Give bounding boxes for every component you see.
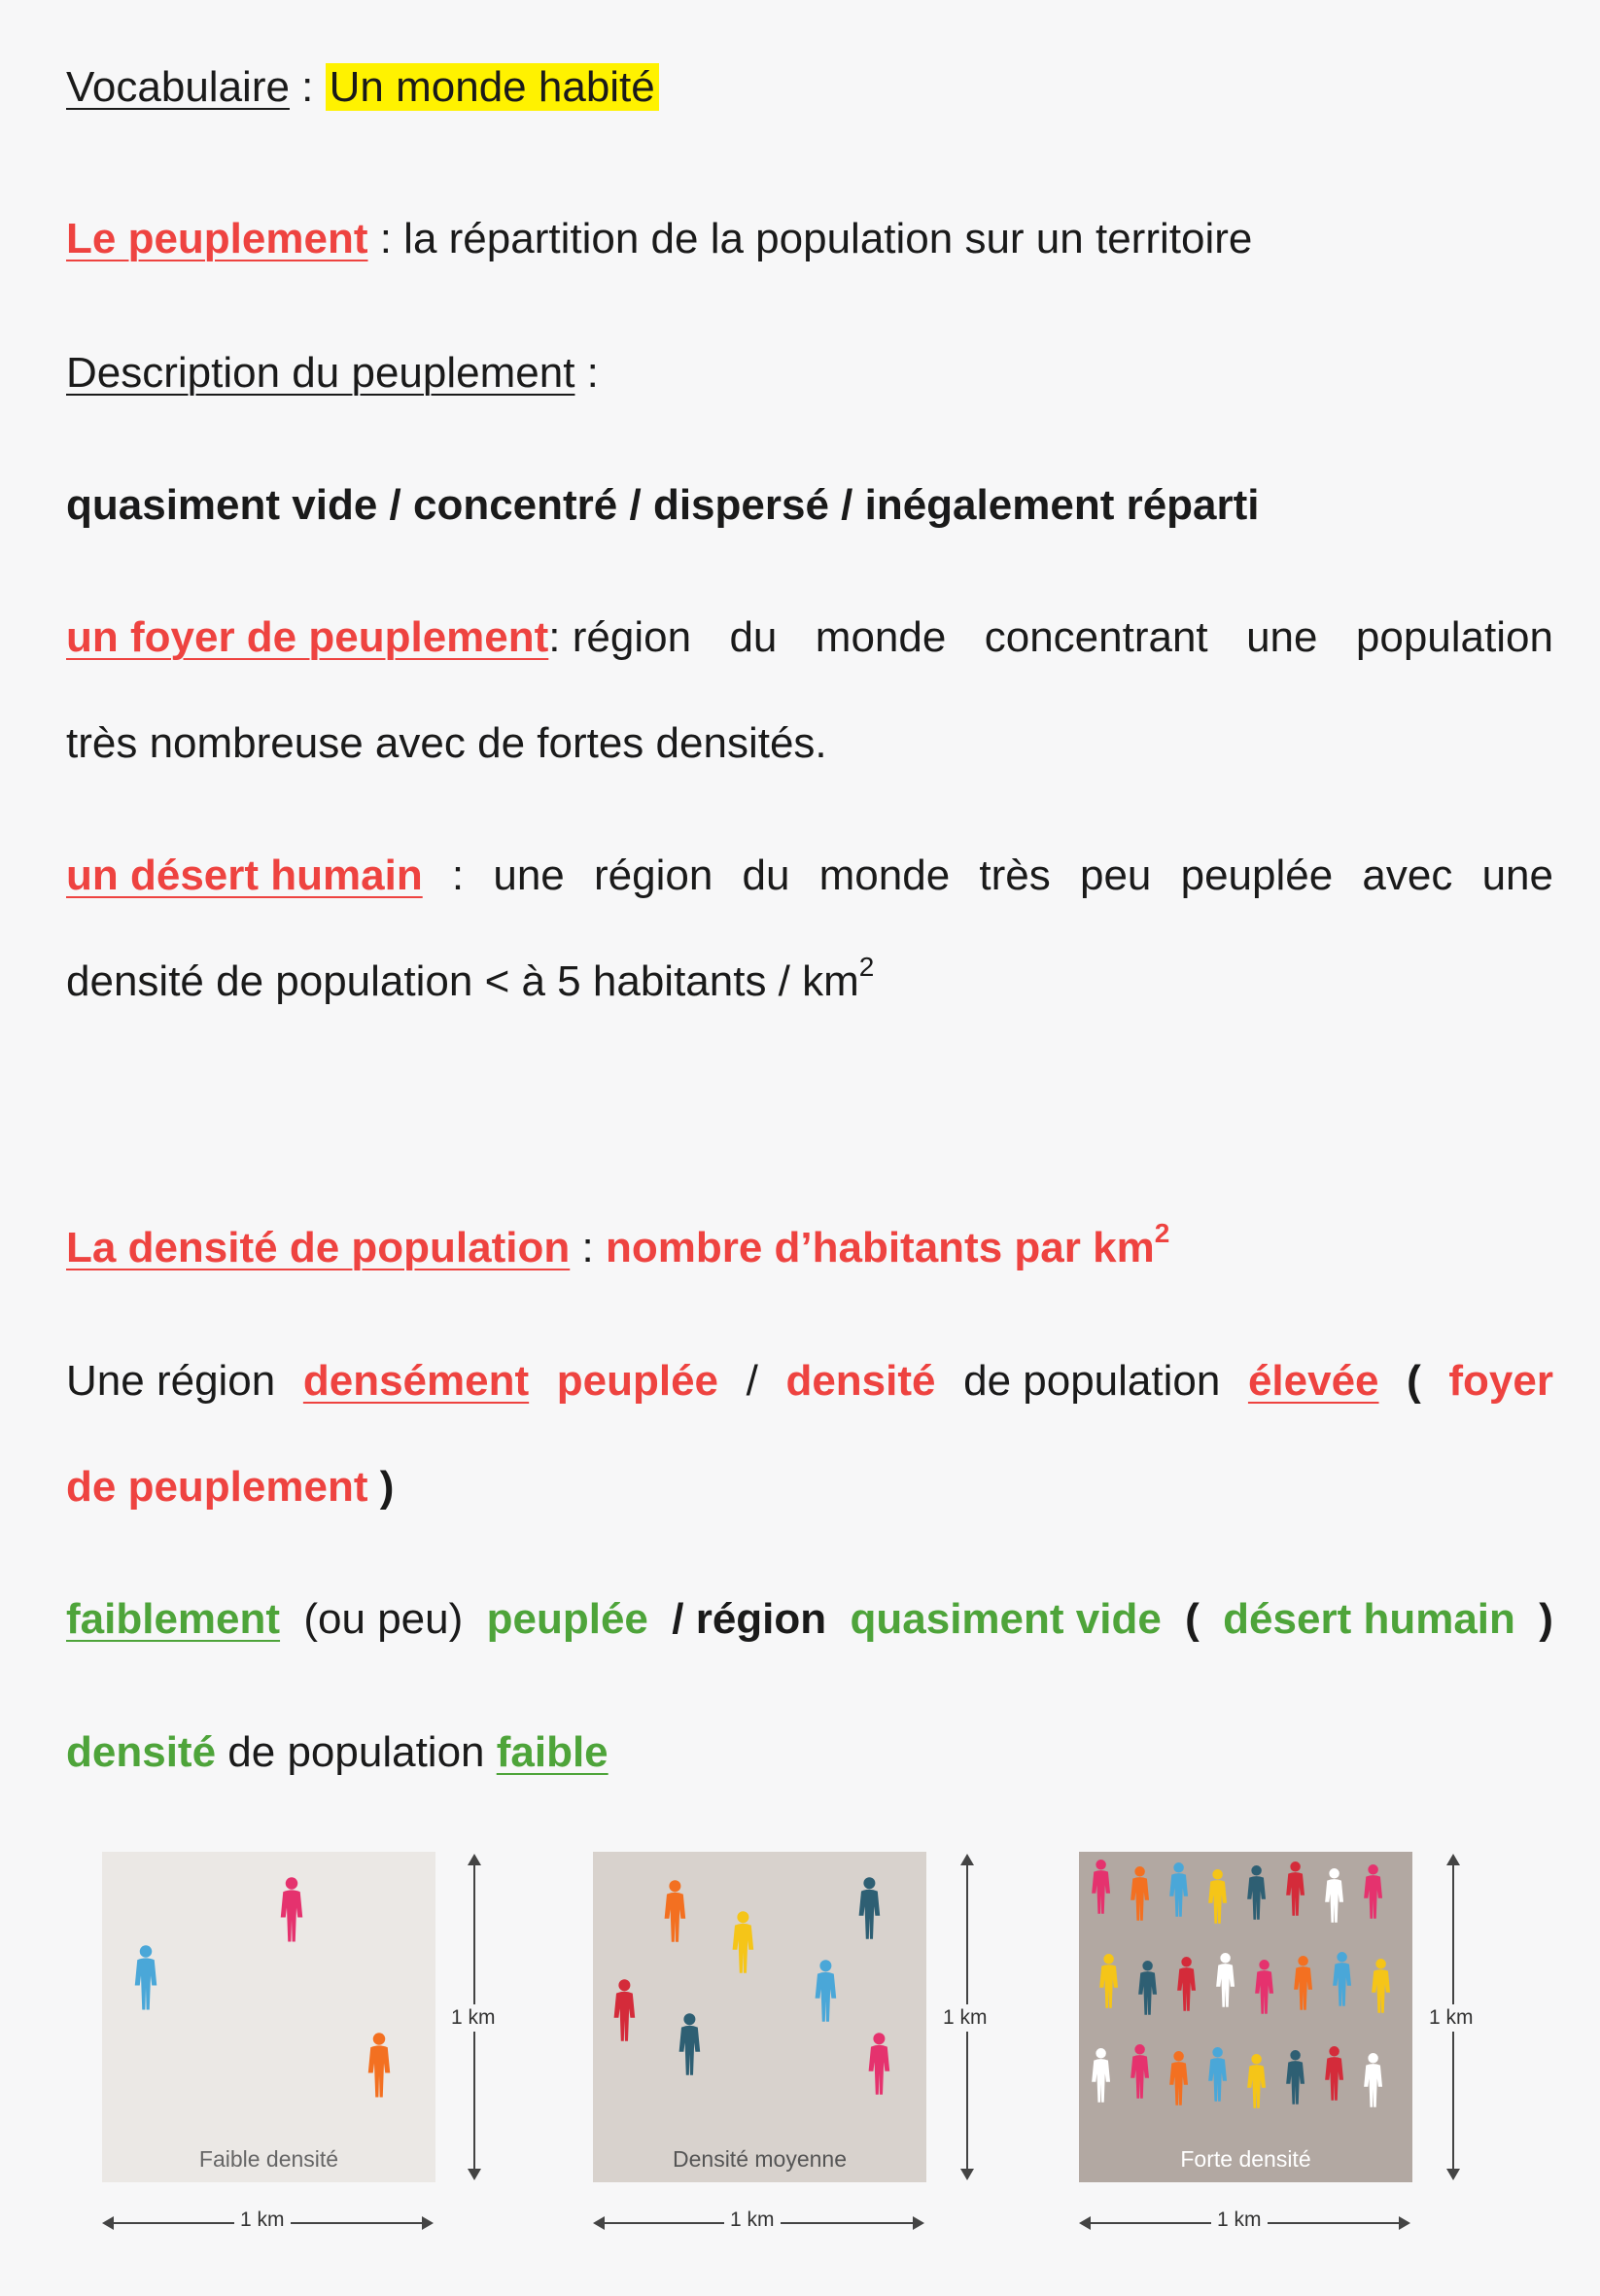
person-icon — [1216, 1953, 1235, 2007]
def-densite — [66, 1218, 1170, 1275]
def-desert-line1 — [66, 849, 1553, 903]
faible-word: ) — [1539, 1595, 1553, 1643]
desert-word: une — [493, 852, 565, 899]
dense-word: / — [746, 1357, 758, 1405]
densite-sep: : — [570, 1224, 606, 1271]
dense-word: densité — [785, 1357, 936, 1405]
person-icon — [1247, 1865, 1266, 1920]
faible-word: (ou peu) — [303, 1595, 464, 1643]
faible2-word: densité — [66, 1728, 217, 1776]
panel-forte-densite — [1079, 1852, 1412, 2182]
person-icon — [733, 1911, 754, 1973]
desert-word: région — [593, 852, 713, 899]
title-sep: : — [289, 63, 326, 111]
dense-line2-close: ) — [367, 1463, 395, 1511]
def-foyer-line1 — [66, 610, 1553, 665]
person-icon — [1169, 2051, 1188, 2105]
desert-word: peu — [1079, 852, 1152, 899]
faible-word: ( — [1185, 1595, 1200, 1643]
person-icon — [281, 1877, 303, 1941]
page-title — [66, 60, 659, 115]
desert-word: du — [742, 852, 790, 899]
term-densite: La densité de population — [66, 1224, 571, 1271]
panel-figures — [593, 1852, 926, 2182]
title-label: Vocabulaire — [66, 63, 290, 111]
faible-word: / région — [672, 1595, 827, 1643]
dense-word: de population — [963, 1357, 1221, 1405]
vertical-scale-label: 1 km — [1429, 2004, 1474, 2032]
dense-word: ( — [1407, 1357, 1421, 1405]
def-foyer-line2: très nombreuse avec de fortes densités. — [66, 719, 827, 767]
person-icon — [1286, 1861, 1304, 1916]
desert-word: très — [979, 852, 1051, 899]
person-icon — [859, 1877, 881, 1939]
person-icon — [1208, 1869, 1227, 1924]
vertical-scale-label: 1 km — [943, 2004, 988, 2032]
desert-word: avec — [1362, 852, 1453, 899]
person-icon — [1364, 2053, 1382, 2107]
faible2-word: faible — [496, 1728, 609, 1776]
person-icon — [1286, 2050, 1304, 2105]
panel-label: Forte densité — [1180, 2146, 1311, 2172]
def-peuplement — [66, 212, 1252, 266]
person-icon — [1325, 1868, 1343, 1923]
person-icon — [1364, 1864, 1382, 1919]
def-peuplement-text: : la répartition de la population sur un territoire — [367, 215, 1253, 262]
person-icon — [1255, 1960, 1273, 2014]
dense-line1 — [66, 1354, 1553, 1409]
faible-word: désert humain — [1223, 1595, 1515, 1643]
panel-densite-moyenne — [593, 1852, 926, 2182]
dense-word: élevée — [1247, 1357, 1379, 1405]
horizontal-scale-label: 1 km — [234, 2209, 291, 2232]
faible-word: quasiment vide — [850, 1595, 1162, 1643]
person-icon — [1092, 2048, 1110, 2103]
description-label: Description du peuplement — [66, 349, 575, 397]
person-icon — [1294, 1956, 1312, 2010]
foyer-word: du — [729, 613, 778, 661]
vertical-scale-label: 1 km — [451, 2004, 496, 2032]
desert-sup: 2 — [858, 952, 875, 982]
foyer-word: monde — [815, 613, 947, 661]
person-icon — [869, 2033, 890, 2095]
person-icon — [679, 2013, 701, 2075]
densite-sup: 2 — [1154, 1218, 1170, 1248]
person-icon — [135, 1945, 157, 2009]
foyer-word: population — [1355, 613, 1553, 661]
desert-word: : — [451, 852, 465, 899]
foyer-word: une — [1246, 613, 1318, 661]
faible-line2 — [66, 1725, 609, 1780]
horizontal-scale-label: 1 km — [724, 2209, 781, 2232]
person-icon — [1325, 2046, 1343, 2101]
def-desert-line2 — [66, 952, 875, 1009]
person-icon — [1372, 1959, 1390, 2013]
term-foyer: un foyer de peuplement — [66, 613, 549, 661]
panel-label: Densité moyenne — [673, 2146, 847, 2172]
person-icon — [1130, 2044, 1149, 2099]
faible-line1 — [66, 1592, 1553, 1647]
term-peuplement: Le peuplement — [66, 215, 368, 262]
description-sep: : — [574, 349, 599, 397]
qualifiers-line: quasiment vide / concentré / dispersé / inégalement réparti — [66, 481, 1260, 529]
description-heading — [66, 346, 599, 400]
desert-word: une — [1481, 852, 1553, 899]
densite-definition: nombre d’habitants par km — [605, 1224, 1155, 1271]
person-icon — [816, 1960, 837, 2022]
term-desert: un désert humain — [66, 852, 423, 899]
person-icon — [1333, 1952, 1351, 2006]
dense-word: peuplée — [556, 1357, 719, 1405]
faible-word: faiblement — [66, 1595, 281, 1643]
horizontal-scale-label: 1 km — [1211, 2209, 1268, 2232]
person-icon — [368, 2033, 391, 2097]
dense-word: foyer — [1448, 1357, 1553, 1405]
person-icon — [1247, 2054, 1266, 2108]
foyer-word: : région — [548, 613, 692, 661]
panel-figures — [1079, 1852, 1412, 2182]
person-icon — [1130, 1866, 1149, 1921]
dense-word: densément — [302, 1357, 530, 1405]
person-icon — [665, 1880, 686, 1942]
person-icon — [1138, 1961, 1157, 2015]
dense-line2 — [66, 1460, 394, 1514]
person-icon — [1099, 1954, 1118, 2008]
person-icon — [1169, 1862, 1188, 1917]
person-icon — [1177, 1957, 1196, 2011]
panel-faible-densite — [102, 1852, 435, 2182]
dense-word: Une région — [66, 1357, 276, 1405]
person-icon — [1208, 2047, 1227, 2102]
person-icon — [1092, 1860, 1110, 1914]
panel-label: Faible densité — [198, 2146, 339, 2172]
faible2-word: de population — [216, 1728, 497, 1776]
faible-word: peuplée — [486, 1595, 648, 1643]
panel-figures — [102, 1852, 435, 2182]
dense-line2-text: de peuplement — [66, 1463, 368, 1511]
desert-line2-text: densité de population < à 5 habitants / km — [66, 957, 859, 1005]
desert-word: peuplée — [1180, 852, 1334, 899]
title-highlight: Un monde habité — [326, 63, 659, 111]
foyer-word: concentrant — [984, 613, 1208, 661]
desert-word: monde — [818, 852, 951, 899]
person-icon — [614, 1979, 636, 2041]
